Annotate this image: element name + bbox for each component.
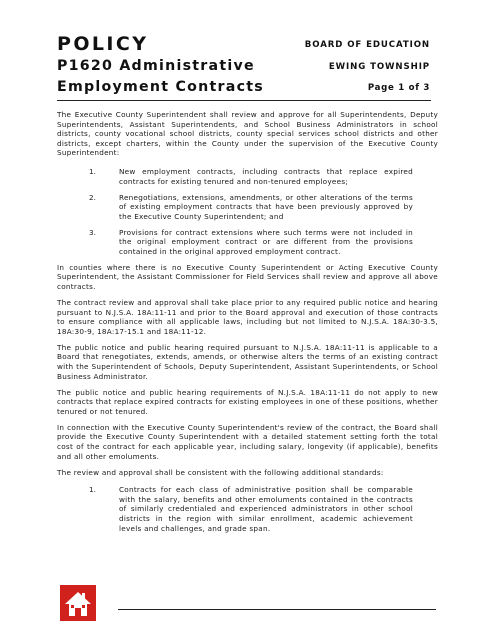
standards-list (57, 485, 438, 533)
counties-paragraph: In counties where there is no Executive County Superintendent or Acting Executive County Superintendent, the Assistant Commissioner for Field Services shall review and approve all above contracts. (57, 262, 438, 292)
list-item-text: New employment contracts, including contracts that replace expired contracts for existing tenured and non-tenured employees; (119, 166, 413, 186)
header-divider (57, 100, 431, 101)
notice-paragraph: The public notice and public hearing required pursuant to N.J.S.A. 18A:11-11 is applicable to a Board that renegotiates, extends, amends, or otherwise alters the terms of an existing contract with the Superintendent of Schools, Deputy Superintendent, Assistant Superintendents, or School Business Administrator. (57, 342, 438, 381)
list-item-text: Contracts for each class of administrative position shall be comparable with the salary, benefits and other emoluments contained in the contracts of similarly credentialed and experienced administrators in other school districts in the region with similar enrollment, academic achievement levels and challenges, and grade span. (119, 485, 413, 533)
list-item-number: 1. (89, 485, 96, 495)
review-paragraph: The contract review and approval shall take place prior to any required public notice and hearing pursuant to N.J.S.A. 18A:11-11 and prior to the Board approval and execution of those contracts to ensure compliance with all applicable laws, including but not limited to N.J.S.A. 18A:30-3.5, 18A:30-9, 18A:17-15.1 and 18A:11-12. (57, 298, 438, 336)
policy-body (57, 110, 438, 539)
list-item-number: 3. (89, 227, 96, 237)
list-item-number: 1. (89, 166, 96, 176)
board-header (305, 39, 430, 95)
list-item (57, 193, 438, 222)
standards-paragraph: The review and approval shall be consistent with the following additional standards: (57, 467, 384, 477)
contract-types-list (57, 167, 438, 257)
intro-paragraph: The Executive County Superintendent shall review and approve for all Superintendents, Deputy Superintendents, Assistant Superintendents, and School Business Administrators in school districts, county vocational school districts, county special services school districts and other districts, except charters, within the County under the supervision of the Executive County Superintendent: (57, 110, 438, 158)
connection-paragraph: In connection with the Executive County Superintendent's review of the contract, the Board shall provide the Executive County Superintendent with a detailed statement setting forth the total cost of the contract for each applicable year, including salary, longevity (if applicable), benefits and all other emoluments. (57, 422, 438, 461)
list-item (57, 485, 438, 533)
list-item-text: Renegotiations, extensions, amendments, or other alterations of the terms of existing employment contracts that have been previously approved by the Executive County Superintendent; and (119, 192, 413, 221)
policy-header (57, 32, 264, 98)
policy-title-line2: Employment Contracts (57, 79, 264, 95)
not-apply-paragraph: The public notice and public hearing requirements of N.J.S.A. 18A:11-11 do not apply to new contracts that replace expired contracts for existing employees in one of these positions, whether tenured or not tenured. (57, 387, 438, 416)
list-item (57, 167, 438, 186)
township-name: EWING TOWNSHIP (328, 62, 430, 72)
policy-label: POLICY (57, 33, 149, 55)
list-item (57, 228, 438, 257)
page-number: Page 1 of 3 (367, 83, 430, 93)
policy-title-line1: P1620 Administrative (57, 58, 255, 74)
schoolhouse-logo-icon (60, 585, 96, 621)
footer-divider (118, 609, 436, 610)
list-item-text: Provisions for contract extensions where such terms were not included in the original employment contract or are different from the provisions contained in the original approved employment contract. (119, 227, 413, 256)
board-name: BOARD OF EDUCATION (304, 40, 430, 50)
list-item-number: 2. (89, 192, 96, 202)
